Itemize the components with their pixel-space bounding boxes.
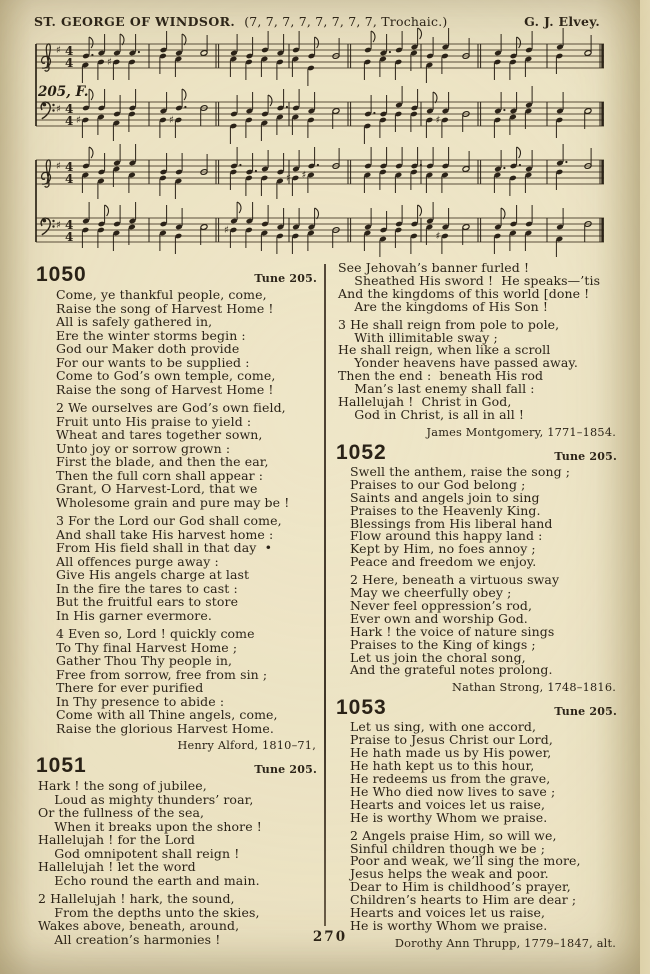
svg-text:4: 4: [65, 102, 74, 116]
svg-text:♯: ♯: [169, 115, 174, 126]
hymn-line: Wheat and tares together sown,: [56, 427, 263, 442]
hymn-line: Praise to Jesus Christ our Lord,: [350, 732, 553, 748]
hymn-line: Swell the anthem, raise the song ;: [350, 463, 571, 479]
hymn-line: And the kingdoms of this world [done !: [338, 285, 590, 301]
hymn-line: Praises to the King of kings ;: [350, 636, 536, 652]
hymn-number: 1052: [336, 440, 387, 464]
svg-text:♯: ♯: [56, 220, 61, 231]
hymn-line: He redeems us from the grave,: [350, 771, 551, 786]
hymn-line: Grant, O Harvest-Lord, that we: [56, 481, 258, 496]
hymn-line: Then the end : beneath His rod: [338, 368, 544, 384]
hymn-line: Praises to the Heavenly King.: [350, 502, 541, 518]
hymn-line: Yonder heavens have passed away.: [338, 355, 578, 371]
hymn-line: Come, ye thankful people, come,: [56, 287, 267, 302]
svg-text:4: 4: [65, 160, 74, 174]
hymn-line: From the depths unto the skies,: [38, 904, 260, 920]
hymn-line: Unto joy or sorrow grown :: [56, 440, 231, 456]
hymn-number: 1051: [36, 754, 87, 777]
stanza: [36, 514, 322, 622]
svg-text:4: 4: [65, 56, 74, 70]
hymn-line: Never feel oppression’s rod,: [350, 597, 533, 613]
hymn-line: Peace and freedom we enjoy.: [350, 554, 537, 570]
attribution: James Montgomery, 1771–1854.: [426, 425, 616, 439]
hymn-tune-ref: Tune 205.: [254, 272, 317, 285]
hymn-line: Dear to Him is childhood’s prayer,: [350, 879, 571, 895]
hymn-line: And the grateful notes prolong.: [350, 662, 553, 678]
hymn-line: Hark ! the song of jubilee,: [38, 778, 207, 793]
hymn-line: 4 Even so, Lord ! quickly come: [56, 626, 255, 641]
hymn-line: In the fire the tares to cast :: [56, 580, 238, 596]
hymn-line: Hearts and voices let us raise,: [350, 796, 546, 812]
hymn-header: [36, 264, 322, 285]
hymn-line: He hath made us by His power,: [350, 745, 552, 761]
hymn-line: Saints and angels join to sing: [350, 489, 540, 505]
stanza: [336, 721, 622, 824]
svg-text:4: 4: [65, 230, 74, 244]
hymn-line: He is worthy Whom we praise.: [350, 809, 548, 825]
attribution: Henry Alford, 1810–71,: [177, 739, 316, 752]
hymn-line: Let us sing, with one accord,: [350, 719, 537, 735]
hymn-line: Raise the glorious Harvest Home.: [56, 720, 274, 736]
hymn-line: Sheathed His sword ! He speaks—’tis: [338, 272, 601, 288]
stanza: [36, 288, 322, 396]
hymn-line: Come with all Thine angels, come,: [56, 707, 278, 722]
hymn-line: Or the fullness of the sea,: [38, 805, 205, 820]
hymn-line: All creation’s harmonies !: [38, 931, 221, 947]
hymn-line: He hath kept us to this hour,: [350, 758, 535, 774]
svg-text:♯: ♯: [286, 173, 291, 184]
stanza: [336, 463, 622, 570]
hymn-line: In His garner evermore.: [56, 607, 212, 623]
hymn-line: Jesus helps the weak and poor.: [350, 866, 549, 882]
hymn-line: Are the kingdoms of His Son !: [338, 298, 548, 314]
hymn-line: 2 Hallelujah ! hark, the sound,: [38, 891, 235, 906]
stanza: [336, 574, 622, 677]
page-number: 270: [312, 929, 348, 945]
hymn-line: Hallelujah ! for the Lord: [38, 832, 195, 847]
tune-meter: (7, 7, 7, 7, 7, 7, 7, 7, Trochaic.): [244, 14, 448, 29]
hymn-line: Echo round the earth and main.: [38, 872, 260, 888]
hymn-line: Let us join the choral song,: [350, 649, 526, 665]
hymn-line: When it breaks upon the shore !: [38, 818, 262, 834]
hymn-line: Blessings from His liberal hand: [350, 515, 553, 531]
hymn-line: First the blade, and then the ear,: [56, 454, 269, 469]
hymn-line: Hark ! the voice of nature sings: [350, 623, 555, 639]
hymn-line: Ere the winter storms begin :: [56, 327, 246, 343]
hymn-line: With illimitable sway ;: [338, 329, 498, 345]
column-right: [332, 260, 622, 950]
stanza: [336, 827, 622, 933]
hymn-line: 3 For the Lord our God shall come,: [56, 513, 282, 528]
hymn-line: Raise the song of Harvest Home !: [56, 381, 274, 397]
hymn-line: Flow around this happy land :: [350, 528, 543, 544]
hymn-line: God our Maker doth provide: [56, 341, 240, 356]
svg-text:♯: ♯: [435, 231, 441, 242]
stanza: [336, 316, 622, 422]
hymn-line: Hearts and voices let us raise,: [350, 905, 546, 921]
hymn-line: Children’s hearts to Him are dear ;: [350, 892, 577, 908]
hymn-line: Hallelujah ! Christ in God,: [338, 394, 512, 410]
hymn-line: In Thy presence to abide :: [56, 693, 225, 709]
hymn-line: Raise the song of Harvest Home !: [56, 300, 274, 316]
tune-title-group: [34, 14, 447, 29]
sheet-music: [28, 34, 614, 260]
hymn-line: Man’s last enemy shall fall :: [338, 381, 535, 397]
music-score: [28, 34, 614, 260]
hymn-line: Come to God’s own temple, come,: [56, 368, 276, 383]
hymn-line: For our wants to be supplied :: [56, 354, 250, 370]
stanza: [36, 401, 322, 509]
hymn-line: Then the full corn shall appear :: [56, 467, 264, 483]
svg-text:4: 4: [65, 114, 74, 128]
hymn-line: He shall reign, when like a scroll: [338, 342, 551, 358]
page-header: [34, 14, 600, 29]
hymn-line: Ever own and worship God.: [350, 610, 528, 626]
hymn-line: Free from sorrow, free from sin ;: [56, 666, 268, 682]
svg-text:♯: ♯: [56, 104, 61, 115]
stanza: [336, 262, 622, 314]
hymn-line: Fruit unto His praise to yield :: [56, 413, 252, 429]
hymn-line: Wholesome grain and pure may be !: [56, 494, 290, 510]
attribution: Nathan Strong, 1748–1816.: [452, 681, 616, 695]
hymn-line: Wakes above, beneath, around,: [38, 918, 240, 933]
svg-text:♯: ♯: [76, 115, 81, 126]
hymn-header: [336, 442, 622, 463]
hymn-line: 2 We ourselves are God’s own field,: [56, 400, 286, 415]
hymn-line: Loud as mighty thunders’ roar,: [38, 791, 254, 807]
hymn-number: 1050: [36, 263, 87, 286]
hymn-line: But the fruitful ears to store: [56, 594, 239, 609]
column-left: [36, 262, 322, 947]
svg-text:4: 4: [65, 172, 74, 186]
hymn-number: 1053: [336, 696, 387, 720]
hymn-line: All is safely gathered in,: [56, 314, 213, 329]
svg-text:4: 4: [65, 218, 74, 232]
stanza: [36, 779, 322, 887]
hymn-header: [336, 697, 622, 718]
svg-text:♯: ♯: [301, 170, 307, 181]
hymn-line: Sinful children though we be ;: [350, 840, 546, 856]
svg-text:♯: ♯: [56, 161, 61, 172]
hymn-line: All offences purge away :: [56, 553, 219, 569]
tune-title: ST. GEORGE OF WINDSOR.: [34, 14, 236, 29]
hymn-line: From His field shall in that day •: [56, 540, 273, 555]
attribution: Dorothy Ann Thrupp, 1779–1847, alt.: [394, 936, 616, 950]
tune-number-label: 205, F.: [38, 84, 89, 100]
svg-text:♯: ♯: [224, 225, 229, 236]
svg-text:♯: ♯: [107, 57, 112, 68]
hymn-line: He is worthy Whom we praise.: [350, 917, 548, 933]
hymn-tune-ref: Tune 205.: [254, 763, 317, 776]
hymn-line: 3 He shall reign from pole to pole,: [338, 316, 560, 332]
svg-text:♯: ♯: [56, 45, 61, 56]
svg-text:4: 4: [65, 44, 74, 58]
hymn-tune-ref: Tune 205.: [554, 705, 617, 719]
stanza: [36, 627, 322, 735]
hymn-line: Hallelujah ! let the word: [38, 859, 196, 874]
hymn-line: Give His angels charge at last: [56, 567, 250, 582]
hymn-line: See Jehovah’s banner furled !: [338, 260, 530, 275]
hymn-header: [36, 755, 322, 776]
hymn-line: There for ever purified: [56, 680, 204, 695]
hymn-line: He Who died now lives to save ;: [350, 783, 556, 799]
column-divider: [324, 264, 326, 926]
hymn-line: And shall take His harvest home :: [56, 526, 274, 542]
hymn-line: Kept by Him, no foes annoy ;: [350, 541, 536, 557]
hymn-line: Praises to our God belong ;: [350, 476, 526, 492]
svg-text:♯: ♯: [435, 115, 441, 126]
hymn-line: 2 Here, beneath a virtuous sway: [350, 572, 560, 588]
hymn-line: Gather Thou Thy people in,: [56, 653, 233, 668]
hymn-line: 2 Angels praise Him, so will we,: [350, 827, 557, 843]
hymn-line: To Thy final Harvest Home ;: [56, 639, 238, 655]
hymn-line: May we cheerfully obey ;: [350, 585, 512, 601]
hymn-tune-ref: Tune 205.: [554, 449, 617, 463]
hymn-line: Poor and weak, we’ll sing the more,: [350, 853, 581, 869]
hymn-line: God omnipotent shall reign !: [38, 845, 240, 861]
hymn-line: God in Christ, is all in all !: [338, 406, 525, 422]
composer-credit: G. J. Elvey.: [524, 14, 600, 29]
